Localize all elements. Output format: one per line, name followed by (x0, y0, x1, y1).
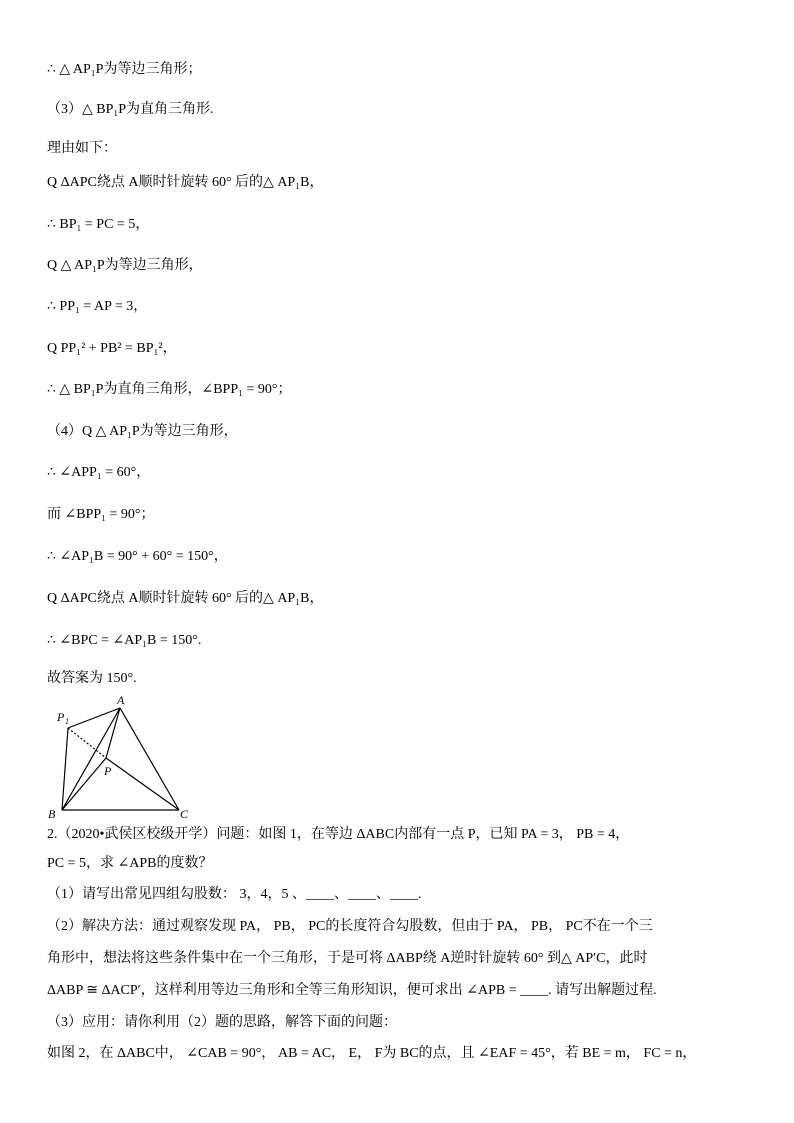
text-line: 而 ∠BPP₁ = 90°； (47, 507, 155, 522)
geometry-figure (44, 693, 194, 821)
text-line: （1）请写出常见四组勾股数： 3，4，5 、____、____、____. (47, 887, 422, 902)
text-line: 角形中，想法将这些条件集中在一个三角形，于是可将 ΔABP绕 A逆时针旋转 60° 到△ AP′C，此时 (47, 951, 648, 966)
segment-a-p (106, 708, 120, 758)
text-line: ∴ ∠BPC = ∠AP₁B = 150°. (47, 633, 202, 648)
text-line: ∴ ∠AP₁B = 90° + 60° = 150°， (47, 549, 228, 564)
text-line: （3）应用：请你利用（2）题的思路，解答下面的问题： (47, 1015, 397, 1030)
text-line: 如图 2，在 ΔABC中， ∠CAB = 90°， AB = AC， E， F为 BC的点，且 ∠EAF = 45°，若 BE = m， FC = n， (47, 1046, 697, 1061)
text-line: （3）△ BP₁P为直角三角形. (47, 102, 214, 117)
text-line: ∴ △ AP₁P为等边三角形； (47, 62, 202, 77)
text-line: ∴ △ BP₁P为直角三角形，∠BPP₁ = 90°； (47, 382, 292, 397)
text-line: Q ΔAPC绕点 A顺时针旋转 60° 后的△ AP₁B， (47, 591, 324, 606)
text-line: 2.（2020•武侯区校级开学）问题：如图 1，在等边 ΔABC内部有一点 P，已知 PA = 3， PB = 4， (47, 827, 630, 842)
text-line: ∴ PP₁ = AP = 3， (47, 299, 148, 314)
text-line: Q ΔAPC绕点 A顺时针旋转 60° 后的△ AP₁B， (47, 175, 324, 190)
segment-p-c (106, 758, 179, 810)
text-line: 故答案为 150°. (47, 671, 137, 686)
text-line: ∴ ∠APP₁ = 60°， (47, 465, 151, 480)
text-line: （4）Q △ AP₁P为等边三角形， (47, 424, 238, 439)
label-c: C (180, 807, 189, 821)
text-line: ∴ BP₁ = PC = 5， (47, 217, 150, 232)
label-b: B (48, 807, 56, 821)
label-p1-subscript: 1 (65, 717, 69, 726)
segment-p-b (62, 758, 106, 810)
segment-a-c (120, 708, 179, 810)
label-a: A (117, 693, 125, 707)
text-line: Q △ AP₁P为等边三角形， (47, 258, 203, 273)
text-line: （2）解决方法：通过观察发现 PA， PB， PC的长度符合勾股数，但由于 PA， PB， PC不在一个三 (47, 919, 653, 934)
text-line: Q PP₁² + PB² = BP₁²， (47, 341, 177, 356)
text-line: PC = 5，求 ∠APB的度数？ (47, 856, 213, 871)
segment-p1-b (62, 728, 68, 810)
text-line: 理由如下： (47, 141, 117, 156)
segment-a-b (62, 708, 120, 810)
label-p1: P (57, 710, 65, 724)
triangle-diagram (44, 693, 194, 821)
segment-p1-a (68, 708, 120, 728)
label-p: P (104, 764, 112, 778)
text-line: ΔABP ≅ ΔACP′，这样利用等边三角形和全等三角形知识，便可求出 ∠APB = ____. 请写出解题过程. (47, 983, 657, 998)
